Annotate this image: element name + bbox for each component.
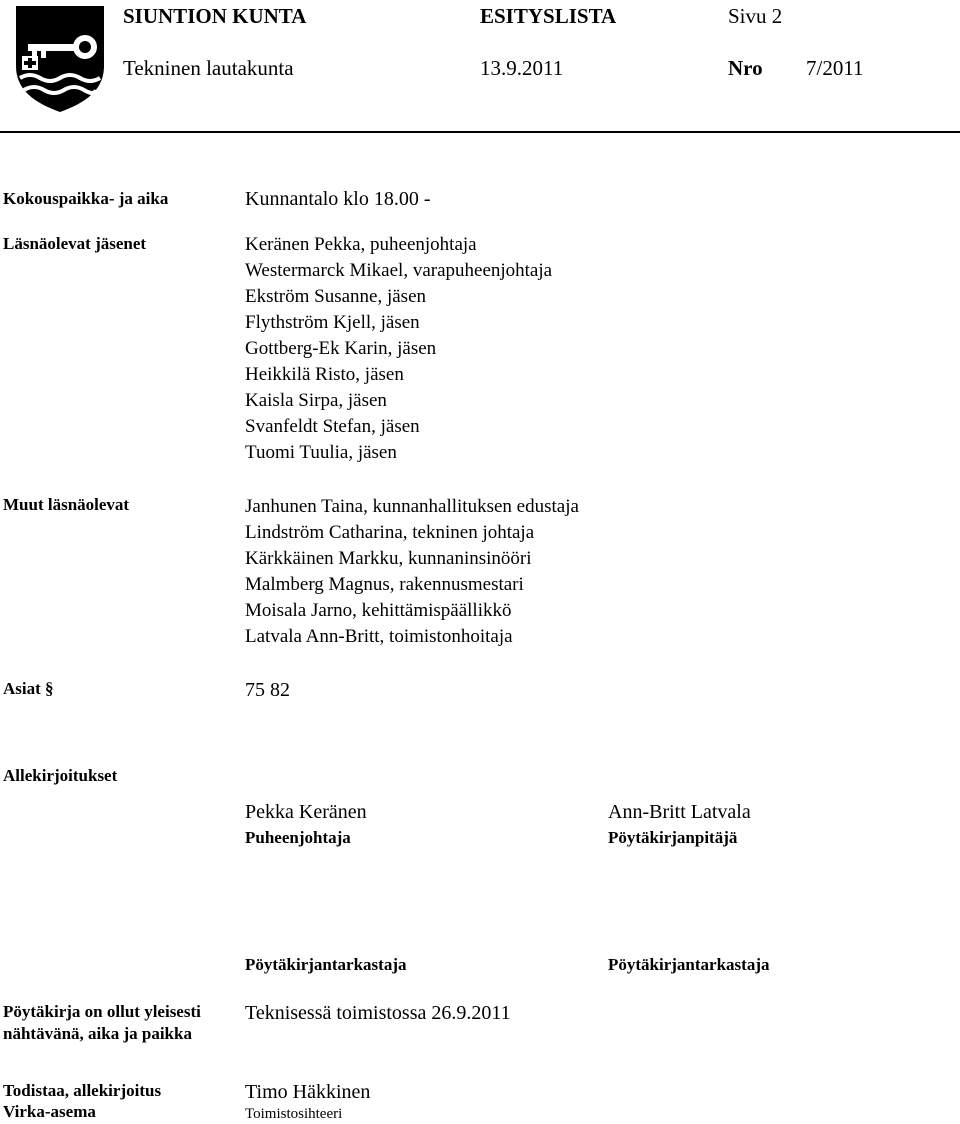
public-display-value: Teknisessä toimistossa 26.9.2011 (245, 1002, 511, 1024)
public-display-label-line2: nähtävänä, aika ja paikka (3, 1024, 192, 1043)
nro-value: 7/2011 (806, 56, 864, 80)
board-name: Tekninen lautakunta (123, 56, 294, 80)
list-item: Latvala Ann-Britt, toimistonhoitaja (245, 626, 513, 647)
matters-label: Asiat § (3, 679, 54, 698)
meeting-place-value: Kunnantalo klo 18.00 - (245, 188, 431, 210)
meeting-place-label: Kokouspaikka- ja aika (3, 189, 169, 208)
secretary-role: Pöytäkirjanpitäjä (608, 828, 738, 847)
certifier-title: Toimistosihteeri (245, 1106, 343, 1122)
chair-role: Puheenjohtaja (245, 828, 351, 847)
matters-value: 75 82 (245, 679, 290, 701)
list-item: Lindström Catharina, tekninen johtaja (245, 522, 535, 543)
meeting-date: 13.9.2011 (480, 56, 564, 80)
document-type: ESITYSLISTA (480, 4, 617, 28)
municipality-name: SIUNTION KUNTA (123, 4, 307, 28)
list-item: Heikkilä Risto, jäsen (245, 364, 404, 385)
list-item: Malmberg Magnus, rakennusmestari (245, 574, 524, 595)
list-item: Tuomi Tuulia, jäsen (245, 442, 397, 463)
list-item: Ekström Susanne, jäsen (245, 286, 427, 307)
list-item: Svanfeldt Stefan, jäsen (245, 416, 420, 437)
nro-label: Nro (728, 56, 763, 80)
list-item: Flythström Kjell, jäsen (245, 312, 420, 333)
certify-label-line2: Virka-asema (3, 1102, 96, 1121)
list-item: Janhunen Taina, kunnanhallituksen edustaja (245, 496, 579, 517)
chair-name: Pekka Keränen (245, 801, 367, 823)
coat-of-arms-icon (14, 4, 106, 114)
others-list (245, 494, 579, 650)
secretary-name: Ann-Britt Latvala (608, 801, 751, 823)
members-list (245, 232, 552, 466)
list-item: Kaisla Sirpa, jäsen (245, 390, 387, 411)
page-number: Sivu 2 (728, 4, 783, 28)
inspector-2-role: Pöytäkirjantarkastaja (608, 955, 770, 974)
list-item: Keränen Pekka, puheenjohtaja (245, 234, 477, 255)
public-display-label-line1: Pöytäkirja on ollut yleisesti (3, 1002, 201, 1021)
members-label: Läsnäolevat jäsenet (3, 234, 147, 253)
inspector-1-role: Pöytäkirjantarkastaja (245, 955, 407, 974)
others-label: Muut läsnäolevat (3, 495, 130, 514)
certifier-name: Timo Häkkinen (245, 1081, 371, 1103)
list-item: Moisala Jarno, kehittämispäällikkö (245, 600, 512, 621)
signatures-label: Allekirjoitukset (3, 766, 118, 785)
certify-label-line1: Todistaa, allekirjoitus (3, 1081, 162, 1100)
header-divider (0, 131, 960, 133)
list-item: Gottberg-Ek Karin, jäsen (245, 338, 437, 359)
list-item: Westermarck Mikael, varapuheenjohtaja (245, 260, 553, 281)
list-item: Kärkkäinen Markku, kunnaninsinööri (245, 548, 532, 569)
